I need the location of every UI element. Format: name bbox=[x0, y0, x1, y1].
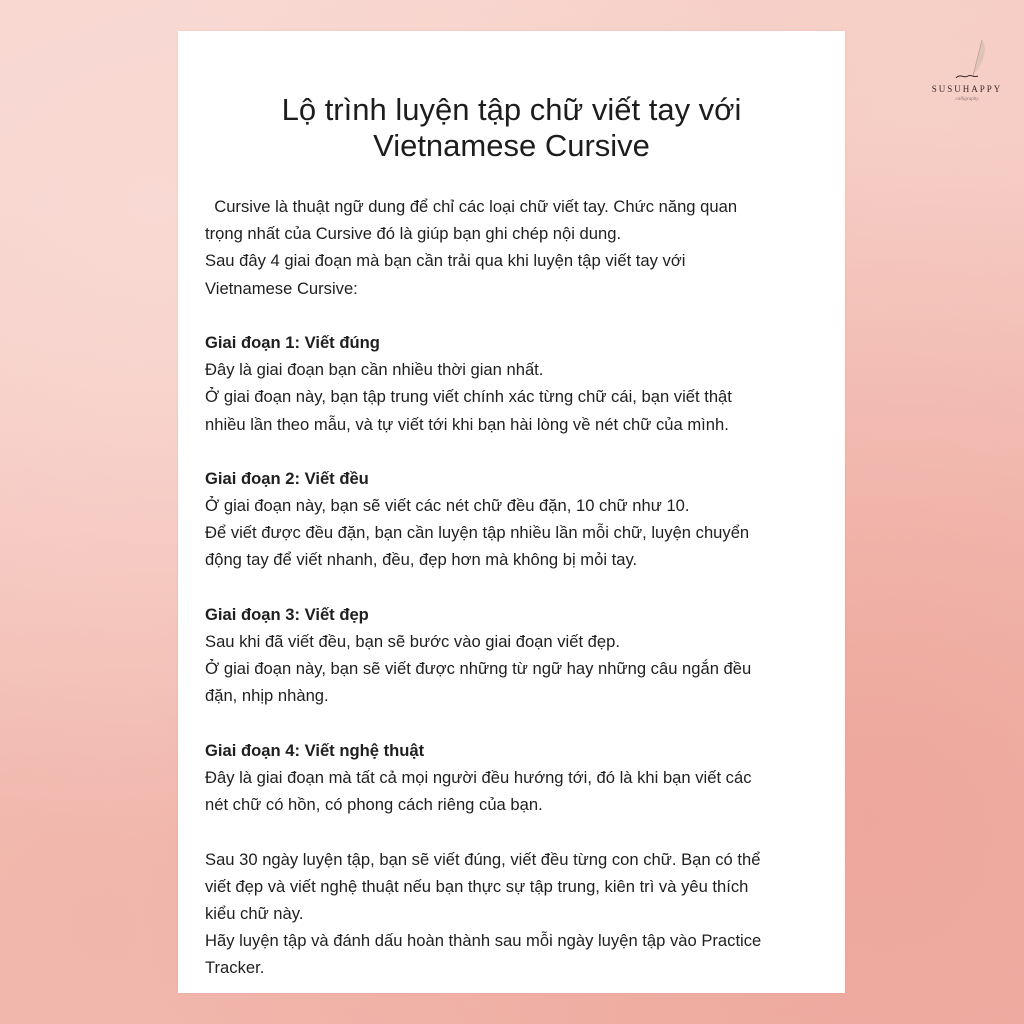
stage-heading: Giai đoạn 3: Viết đẹp bbox=[205, 604, 369, 624]
stage-line: Ở giai đoạn này, bạn sẽ viết được những từ ngữ hay những câu ngắn đều bbox=[205, 659, 752, 679]
conclusion-line: kiểu chữ này. bbox=[205, 903, 304, 923]
intro-line: Vietnamese Cursive: bbox=[205, 278, 358, 298]
stage-2-section bbox=[205, 465, 815, 574]
stage-heading: Giai đoạn 4: Viết nghệ thuật bbox=[205, 740, 425, 760]
brand-tagline: calligraphy bbox=[955, 97, 979, 102]
intro-line: Sau đây 4 giai đoạn mà bạn cần trải qua khi luyện tập viết tay với bbox=[205, 251, 686, 271]
conclusion-line: Tracker. bbox=[205, 958, 265, 978]
brand-name: SUSUHAPPY bbox=[931, 84, 1003, 94]
conclusion-line: Hãy luyện tập và đánh dấu hoàn thành sau mỗi ngày luyện tập vào Practice bbox=[205, 931, 762, 951]
title-line-2: Vietnamese Cursive bbox=[373, 128, 650, 163]
brand-logo bbox=[922, 40, 1012, 110]
stage-heading: Giai đoạn 1: Viết đúng bbox=[205, 332, 380, 352]
feather-quill-icon bbox=[922, 40, 1012, 84]
stage-line: động tay để viết nhanh, đều, đẹp hơn mà không bị mỏi tay. bbox=[205, 550, 638, 570]
stage-line: Ở giai đoạn này, bạn sẽ viết các nét chữ đều đặn, 10 chữ như 10. bbox=[205, 496, 690, 516]
intro-paragraph bbox=[205, 193, 815, 302]
stage-heading: Giai đoạn 2: Viết đều bbox=[205, 468, 369, 488]
stage-1-section bbox=[205, 329, 815, 438]
intro-line: trọng nhất của Cursive đó là giúp bạn ghi chép nội dung. bbox=[205, 224, 622, 244]
stage-line: Để viết được đều đặn, bạn cần luyện tập nhiều lần mỗi chữ, luyện chuyển bbox=[205, 523, 750, 543]
stage-line: Đây là giai đoạn mà tất cả mọi người đều hướng tới, đó là khi bạn viết các bbox=[205, 767, 752, 787]
conclusion-line: Sau 30 ngày luyện tập, bạn sẽ viết đúng, viết đều từng con chữ. Bạn có thể bbox=[205, 849, 761, 869]
stage-line: nhiều lần theo mẫu, và tự viết tới khi bạn hài lòng về nét chữ của mình. bbox=[205, 414, 729, 434]
intro-line: Cursive là thuật ngữ dung để chỉ các loại chữ viết tay. Chức năng quan bbox=[205, 197, 738, 216]
stage-line: nét chữ có hồn, có phong cách riêng của bạn. bbox=[205, 795, 543, 815]
document-body bbox=[205, 193, 815, 981]
title-line-1: Lộ trình luyện tập chữ viết tay với bbox=[281, 92, 742, 127]
stage-line: Đây là giai đoạn bạn cần nhiều thời gian nhất. bbox=[205, 360, 544, 380]
stage-line: Sau khi đã viết đều, bạn sẽ bước vào giai đoạn viết đẹp. bbox=[205, 632, 620, 651]
stage-line: Ở giai đoạn này, bạn tập trung viết chính xác từng chữ cái, bạn viết thật bbox=[205, 387, 732, 407]
page-title bbox=[178, 92, 845, 164]
conclusion-line: viết đẹp và viết nghệ thuật nếu bạn thực sự tập trung, kiên trì và yêu thích bbox=[205, 876, 749, 896]
stage-line: đặn, nhịp nhàng. bbox=[205, 686, 329, 706]
stage-4-section bbox=[205, 737, 815, 819]
conclusion-paragraph bbox=[205, 846, 815, 982]
stage-3-section bbox=[205, 601, 815, 710]
